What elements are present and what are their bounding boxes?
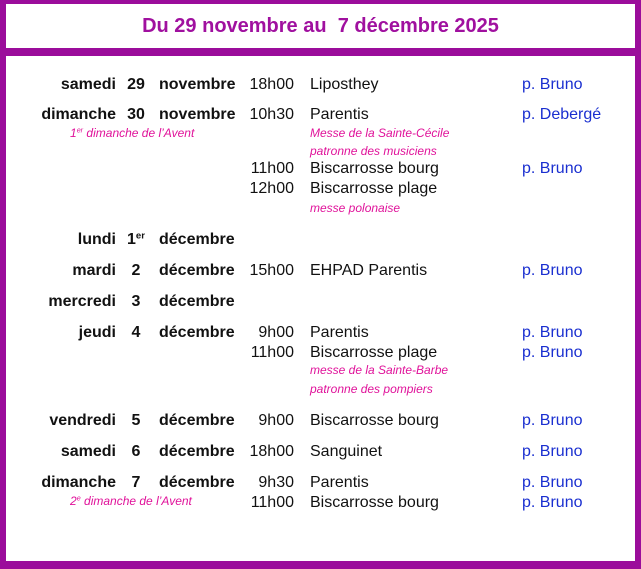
day-number: 7 (131, 474, 141, 491)
priest-name: p. Bruno (522, 160, 583, 177)
mass-note: messe polonaise (310, 201, 401, 215)
mass-note: patronne des pompiers (310, 382, 433, 396)
day-name: dimanche (41, 106, 116, 123)
mass-place: Sanguinet (310, 443, 383, 460)
mass-time: 9h30 (258, 474, 294, 491)
mass-place: Biscarrosse plage (310, 344, 438, 361)
month-name: décembre (159, 231, 235, 248)
day-number: 5 (131, 412, 141, 429)
mass-time: 11h00 (250, 160, 294, 177)
page-title: Du 29 novembre au 7 décembre 2025 (142, 15, 499, 37)
month-name: décembre (159, 474, 235, 491)
mass-place: Liposthey (310, 76, 379, 93)
day-name: dimanche (41, 474, 116, 491)
mass-time: 10h30 (249, 106, 294, 123)
day-number: 29 (127, 76, 145, 93)
liturgical-note: 1er dimanche de l’Avent (70, 125, 195, 140)
mass-place: EHPAD Parentis (310, 262, 428, 279)
mass-place: Parentis (310, 474, 369, 491)
day-number: 2 (131, 262, 141, 279)
priest-name: p. Debergé (522, 106, 602, 123)
mass-note: Messe de la Sainte-Cécile (310, 126, 450, 140)
priest-name: p. Bruno (522, 443, 583, 460)
mass-time: 9h00 (258, 412, 294, 429)
month-name: décembre (159, 443, 235, 460)
priest-name: p. Bruno (522, 344, 583, 361)
mass-time: 9h00 (258, 324, 294, 341)
day-name: mercredi (48, 293, 116, 310)
mass-place: Parentis (310, 106, 369, 123)
mass-time: 15h00 (249, 262, 294, 279)
day-number: 6 (131, 443, 141, 460)
mass-place: Biscarrosse plage (310, 180, 438, 197)
day-name: lundi (77, 231, 116, 248)
day-number: 30 (127, 106, 145, 123)
priest-name: p. Bruno (522, 324, 583, 341)
priest-name: p. Bruno (522, 474, 583, 491)
month-name: décembre (159, 262, 235, 279)
priest-name: p. Bruno (522, 76, 583, 93)
mass-note: patronne des musiciens (310, 144, 437, 158)
mass-place: Biscarrosse bourg (310, 160, 439, 177)
day-name: vendredi (49, 412, 116, 429)
priest-name: p. Bruno (522, 494, 583, 511)
month-name: décembre (159, 324, 235, 341)
liturgical-note: 2e dimanche de l’Avent (70, 493, 192, 508)
day-number: 4 (131, 324, 141, 341)
mass-place: Parentis (310, 324, 369, 341)
day-name: mardi (72, 262, 116, 279)
month-name: novembre (159, 76, 236, 93)
month-name: décembre (159, 293, 235, 310)
mass-time: 11h00 (250, 344, 294, 361)
mass-place: Biscarrosse bourg (310, 494, 439, 511)
mass-time: 12h00 (249, 180, 294, 197)
day-name: jeudi (78, 324, 116, 341)
mass-time: 18h00 (249, 443, 294, 460)
mass-note: messe de la Sainte-Barbe (310, 363, 449, 377)
day-name: samedi (60, 443, 116, 460)
day-number: 3 (131, 293, 141, 310)
day-number: 1er (127, 230, 145, 248)
title-box (6, 4, 635, 48)
schedule (6, 56, 635, 561)
day-name: samedi (60, 76, 116, 93)
mass-time: 11h00 (250, 494, 294, 511)
mass-place: Biscarrosse bourg (310, 412, 439, 429)
mass-time: 18h00 (249, 76, 294, 93)
priest-name: p. Bruno (522, 262, 583, 279)
month-name: novembre (159, 106, 236, 123)
priest-name: p. Bruno (522, 412, 583, 429)
month-name: décembre (159, 412, 235, 429)
